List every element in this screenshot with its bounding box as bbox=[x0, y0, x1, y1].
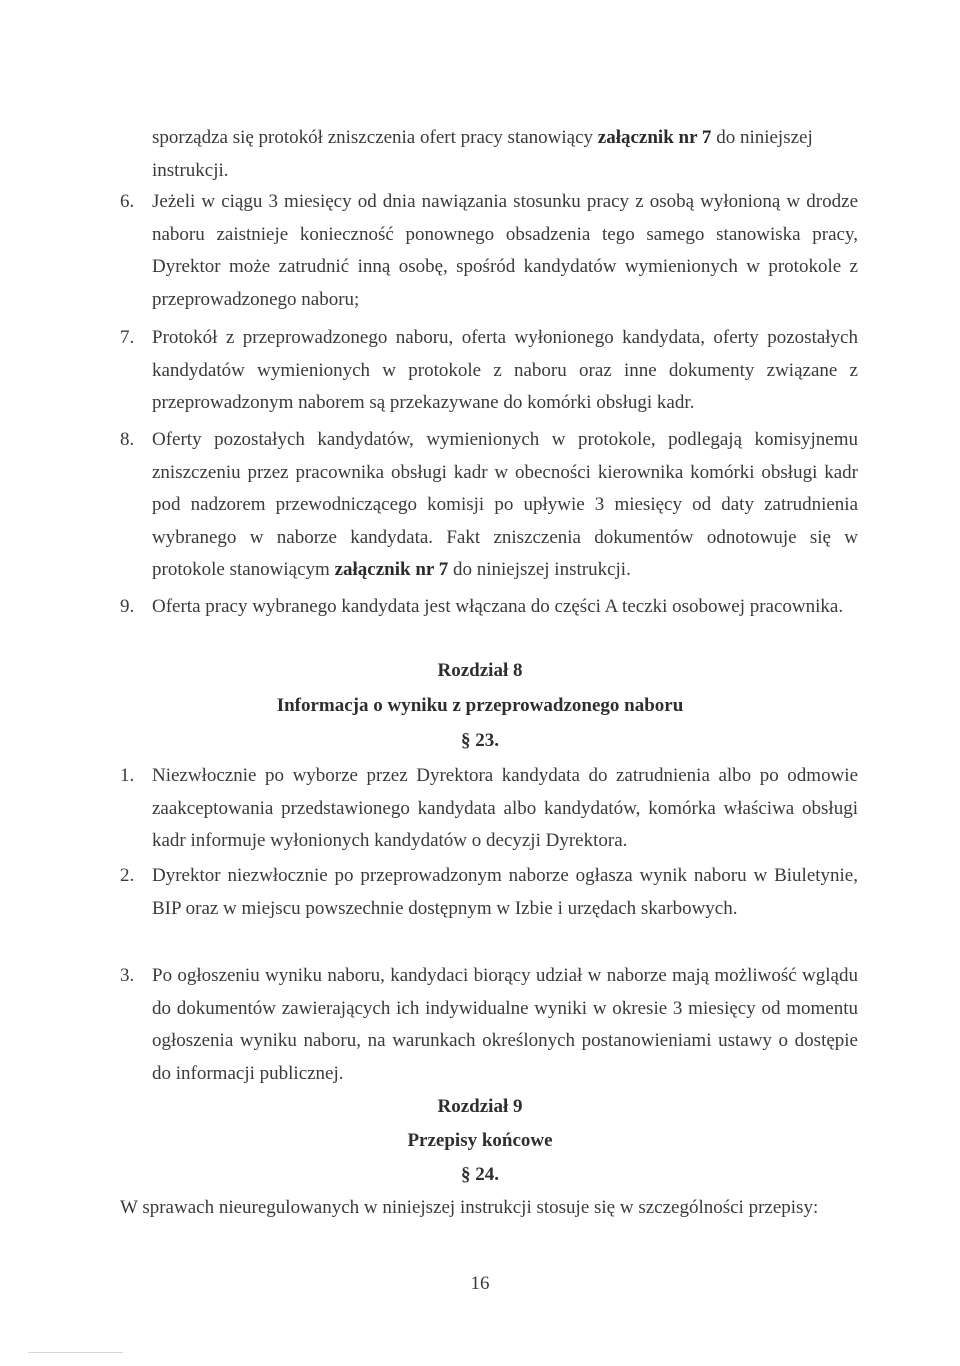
chapter-subtitle: Informacja o wyniku z przeprowadzonego naboru bbox=[276, 695, 684, 716]
chapter-title: Rozdział 8 bbox=[437, 660, 523, 681]
attachment-ref: załącznik nr 7 bbox=[334, 559, 449, 580]
attachment-ref: załącznik nr 7 bbox=[597, 127, 712, 148]
intro-text: sporządza się protokół zniszczenia ofert pracy stanowiący bbox=[152, 127, 598, 148]
item-number: 7. bbox=[120, 327, 135, 348]
list-item: Jeżeli w ciągu 3 miesięcy od dnia nawiązania stosunku pracy z osobą wyłonioną w drodze naboru zaistnieje konieczność ponownego obsadzenia tego samego stanowiska pracy, Dyrektor może zatrudnić inną osobę, spośród kandydatów wymienionych w protokole z przeprowadzonego naboru; bbox=[152, 191, 858, 310]
item-number: 8. bbox=[120, 429, 135, 450]
item-number: 1. bbox=[120, 765, 135, 786]
item-number: 9. bbox=[120, 596, 135, 617]
section-mark: § 23. bbox=[461, 730, 499, 751]
list-item: Protokół z przeprowadzonego naboru, oferta wyłonionego kandydata, oferty pozostałych kandydatów wymienionych w protokole z naboru oraz inne dokumenty związane z przeprowadzonym naborem są przekazywane do komórki obsługi kadr. bbox=[152, 327, 858, 413]
item-number: 3. bbox=[120, 965, 135, 986]
item-number: 2. bbox=[120, 865, 135, 886]
list-item: Oferta pracy wybranego kandydata jest włączana do części A teczki osobowej pracownika. bbox=[152, 596, 844, 617]
page-number: 16 bbox=[470, 1273, 490, 1294]
list-item bbox=[152, 424, 858, 587]
section-mark: § 24. bbox=[461, 1164, 499, 1185]
intro-paragraph bbox=[152, 122, 838, 187]
closing-paragraph: W sprawach nieuregulowanych w niniejszej instrukcji stosuje się w szczególności przepisy: bbox=[120, 1197, 819, 1218]
list-item: Dyrektor niezwłocznie po przeprowadzonym naborze ogłasza wynik naboru w Biuletynie, BIP oraz w miejscu powszechnie dostępnym w Izbie i urzędach skarbowych. bbox=[152, 865, 858, 919]
chapter-subtitle: Przepisy końcowe bbox=[407, 1130, 553, 1151]
intro-text-line2: instrukcji. bbox=[152, 159, 229, 181]
scan-edge-line bbox=[28, 1352, 123, 1353]
list-item: Po ogłoszeniu wyniku naboru, kandydaci biorący udział w naborze mają możliwość wglądu do dokumentów zawierających ich indywidualne wyniki w okresie 3 miesięcy od momentu ogłoszenia wyniku naboru, na warunkach określonych postanowieniami ustawy o dostępie do informacji publicznej. bbox=[152, 965, 858, 1084]
item-number: 6. bbox=[120, 191, 135, 212]
item-text-end: do niniejszej instrukcji. bbox=[448, 559, 631, 580]
item-text: Oferty pozostałych kandydatów, wymienionych w protokole, podlegają komisyjnemu zniszczeniu przez pracownika obsługi kadr w obecności kierownika komórki obsługi kadr pod nadzorem przewodniczącego komisji po upływie 3 miesięcy od daty zatrudnienia wybranego w naborze kandydata. Fakt zniszczenia dokumentów odnotowuje się w protokole stanowiącym bbox=[152, 429, 858, 580]
list-item: Niezwłocznie po wyborze przez Dyrektora kandydata do zatrudnienia albo po odmowie zaakceptowania przedstawionego kandydata albo kandydatów, komórka właściwa obsługi kadr informuje wyłonionych kandydatów o decyzji Dyrektora. bbox=[152, 765, 858, 851]
intro-text-end: do niniejszej bbox=[711, 127, 813, 148]
chapter-title: Rozdział 9 bbox=[437, 1096, 523, 1117]
